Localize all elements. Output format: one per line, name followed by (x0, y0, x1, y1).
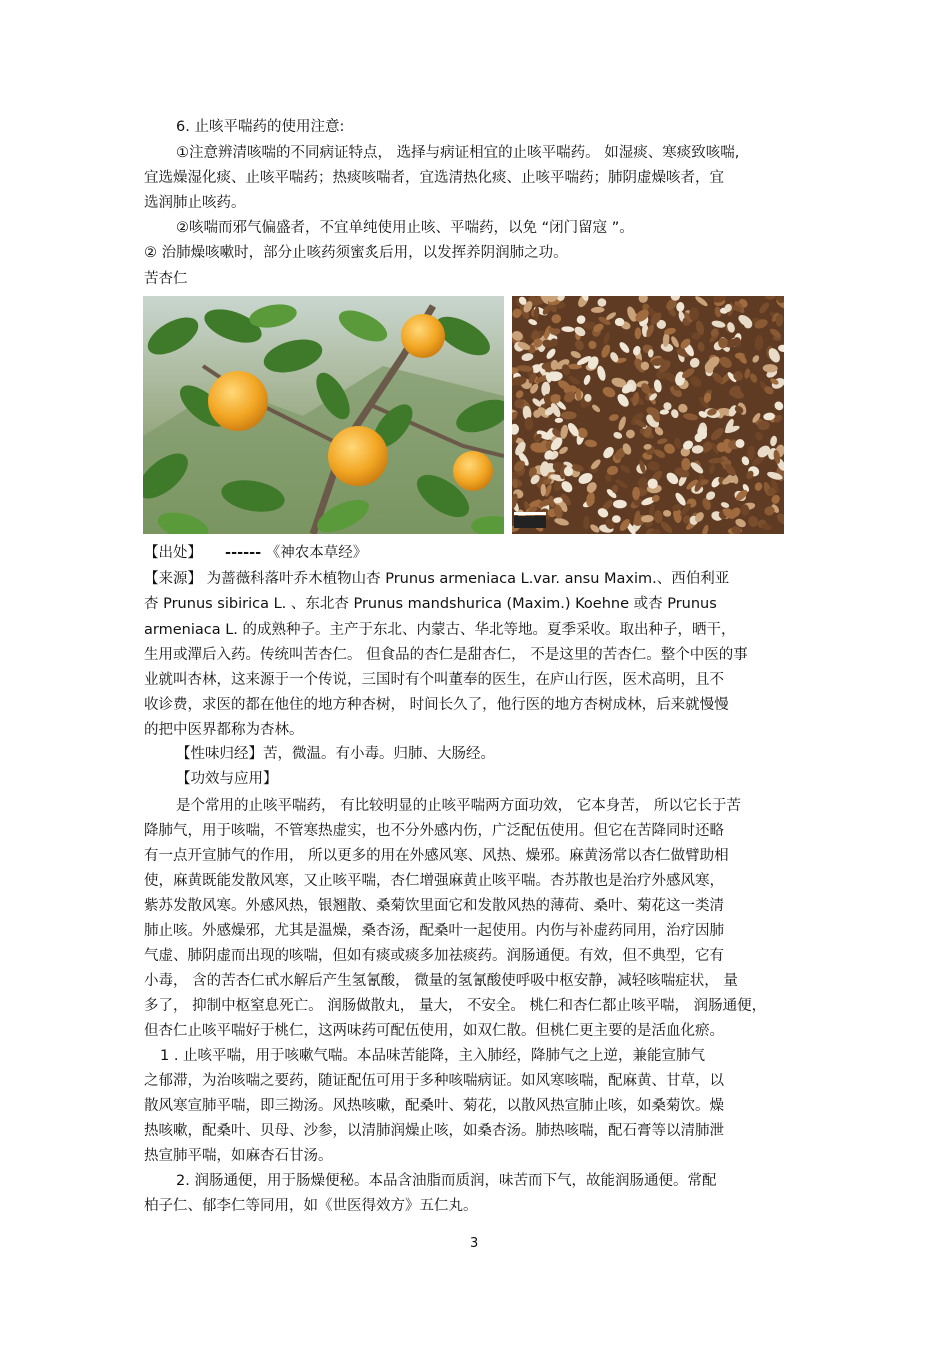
point1-line: 之郁滞，为治咳喘之要药，随证配伍可用于多种咳喘病证。如风寒咳喘，配麻黄、甘草，以 (144, 1073, 724, 1089)
herb-name: 苦杏仁 (144, 271, 188, 287)
origin-line: 生用或潬后入药。传统叫苦杏仁。 但食品的杏仁是甜杏仁， 不是这里的苦杏仁。整个中医的事 (144, 647, 748, 663)
apricot-seeds-photo (512, 296, 784, 534)
origin-line: armeniaca L. 的成熟种子。主产于东北、内蒙古、华北等地。夏季采收。取出种子，晒干， (144, 622, 736, 638)
paragraph-line: 选润肺止咳药。 (144, 195, 246, 211)
point2-line: 柏子仁、郁李仁等同用，如《世医得效方》五仁丸。 (144, 1198, 478, 1214)
effects-line: 气虚、肺阴虚而出现的咳喘，但如有痰或痰多加祛痰药。润肠通便。有效，但不典型，它有 (144, 948, 724, 964)
source-dashes: ------ (225, 545, 262, 561)
effects-line: 使，麻黄既能发散风寒，又止咳平喘，杏仁增强麻黄止咳平喘。杏苏散也是治疗外感风寒， (144, 873, 724, 889)
paragraph-line: ② 治肺燥咳嗽时，部分止咳药须蜜炙后用，以发挥养阴润肺之功。 (144, 245, 568, 261)
origin-line: 杏 Prunus sibirica L. 、东北杏 Prunus mandshurica (Maxim.) Koehne 或杏 Prunus (144, 596, 717, 612)
paragraph-line: ①注意辨清咳喘的不同病证特点， 选择与病证相宜的止咳平喘药。 如湿痰、寒痰致咳喘, (176, 145, 740, 161)
paragraph-line: ②咳喘而邪气偏盛者，不宜单纯使用止咳、平喘药，以免 “闭门留寇 ”。 (176, 220, 634, 236)
origin-line: 的把中医界都称为杏林。 (144, 722, 304, 738)
origin-line: 业就叫杏林，这来源于一个传说，三国时有个叫董奉的医生，在庐山行医，医术高明，且不 (144, 672, 724, 688)
point1-line: 散风寒宣肺平喘，即三拗汤。风热咳嗽，配桑叶、菊花，以散风热宣肺止咳，如桑菊饮。燥 (144, 1098, 724, 1114)
effects-line: 肺止咳。外感燥邪，尤其是温燥，桑杏汤，配桑叶一起使用。内伤与补虚药同用，治疗因肺 (144, 923, 724, 939)
paragraph-line: 宜选燥湿化痰、止咳平喘药；热痰咳喘者，宜选清热化痰、止咳平喘药；肺阴虚燥咳者，宜 (144, 170, 724, 186)
source-book: 《神农本草经》 (265, 545, 368, 561)
effects-line: 小毒， 含的苦杏仁甙水解后产生氢氰酸， 微量的氢氰酸使呼吸中枢安静，减轻咳喘症状， 量 (144, 973, 738, 989)
source-label: 【出处】 (144, 545, 202, 561)
effects-heading: 【功效与应用】 (176, 771, 278, 787)
effects-line: 多了， 抑制中枢窒息死亡。 润肠做散丸， 量大， 不安全。 桃仁和杏仁都止咳平喘， 润肠通便， (144, 998, 767, 1014)
source-line (144, 544, 367, 562)
point1-line: 热咳嗽，配桑叶、贝母、沙参，以清肺润燥止咳，如桑杏汤。肺热咳喘，配石膏等以清肺泄 (144, 1123, 724, 1139)
effects-line: 有一点开宣肺气的作用， 所以更多的用在外感风寒、风热、燥邪。麻黄汤常以杏仁做臂助相 (144, 848, 729, 864)
apricot-tree-photo (143, 296, 504, 534)
nature-line: 【性味归经】苦，微温。有小毒。归肺、大肠经。 (176, 746, 495, 762)
page-number: 3 (470, 1236, 479, 1251)
effects-line: 紫苏发散风寒。外感风热，银翘散、桑菊饮里面它和发散风热的薄荷、桑叶、菊花这一类清 (144, 898, 724, 914)
section-heading: 6. 止咳平喘药的使用注意: (176, 119, 345, 135)
point1-line: 热宣肺平喘，如麻杏石甘汤。 (144, 1148, 333, 1164)
effects-line: 但杏仁止咳平喘好于桃仁，这两味药可配伍使用，如双仁散。但桃仁更主要的是活血化瘀。 (144, 1023, 724, 1039)
point1-line: 1 . 止咳平喘，用于咳嗽气喘。本品味苦能降，主入肺经，降肺气之上逆，兼能宣肺气 (160, 1048, 706, 1064)
origin-line: 【来源】 为蔷薇科落叶乔木植物山杏 Prunus armeniaca L.var. ansu Maxim.、西伯利亚 (144, 571, 730, 587)
origin-line: 收诊费，求医的都在他住的地方种杏树， 时间长久了，他行医的地方杏树成林，后来就慢慢 (144, 697, 729, 713)
effects-line: 是个常用的止咳平喘药， 有比较明显的止咳平喘两方面功效， 它本身苦， 所以它长于苦 (176, 798, 741, 814)
point2-line: 2. 润肠通便，用于肠燥便秘。本品含油脂而质润，味苦而下气，故能润肠通便。常配 (176, 1173, 717, 1189)
effects-line: 降肺气，用于咳喘，不管寒热虚实，也不分外感内伤，广泛配伍使用。但它在苦降同时还略 (144, 823, 724, 839)
